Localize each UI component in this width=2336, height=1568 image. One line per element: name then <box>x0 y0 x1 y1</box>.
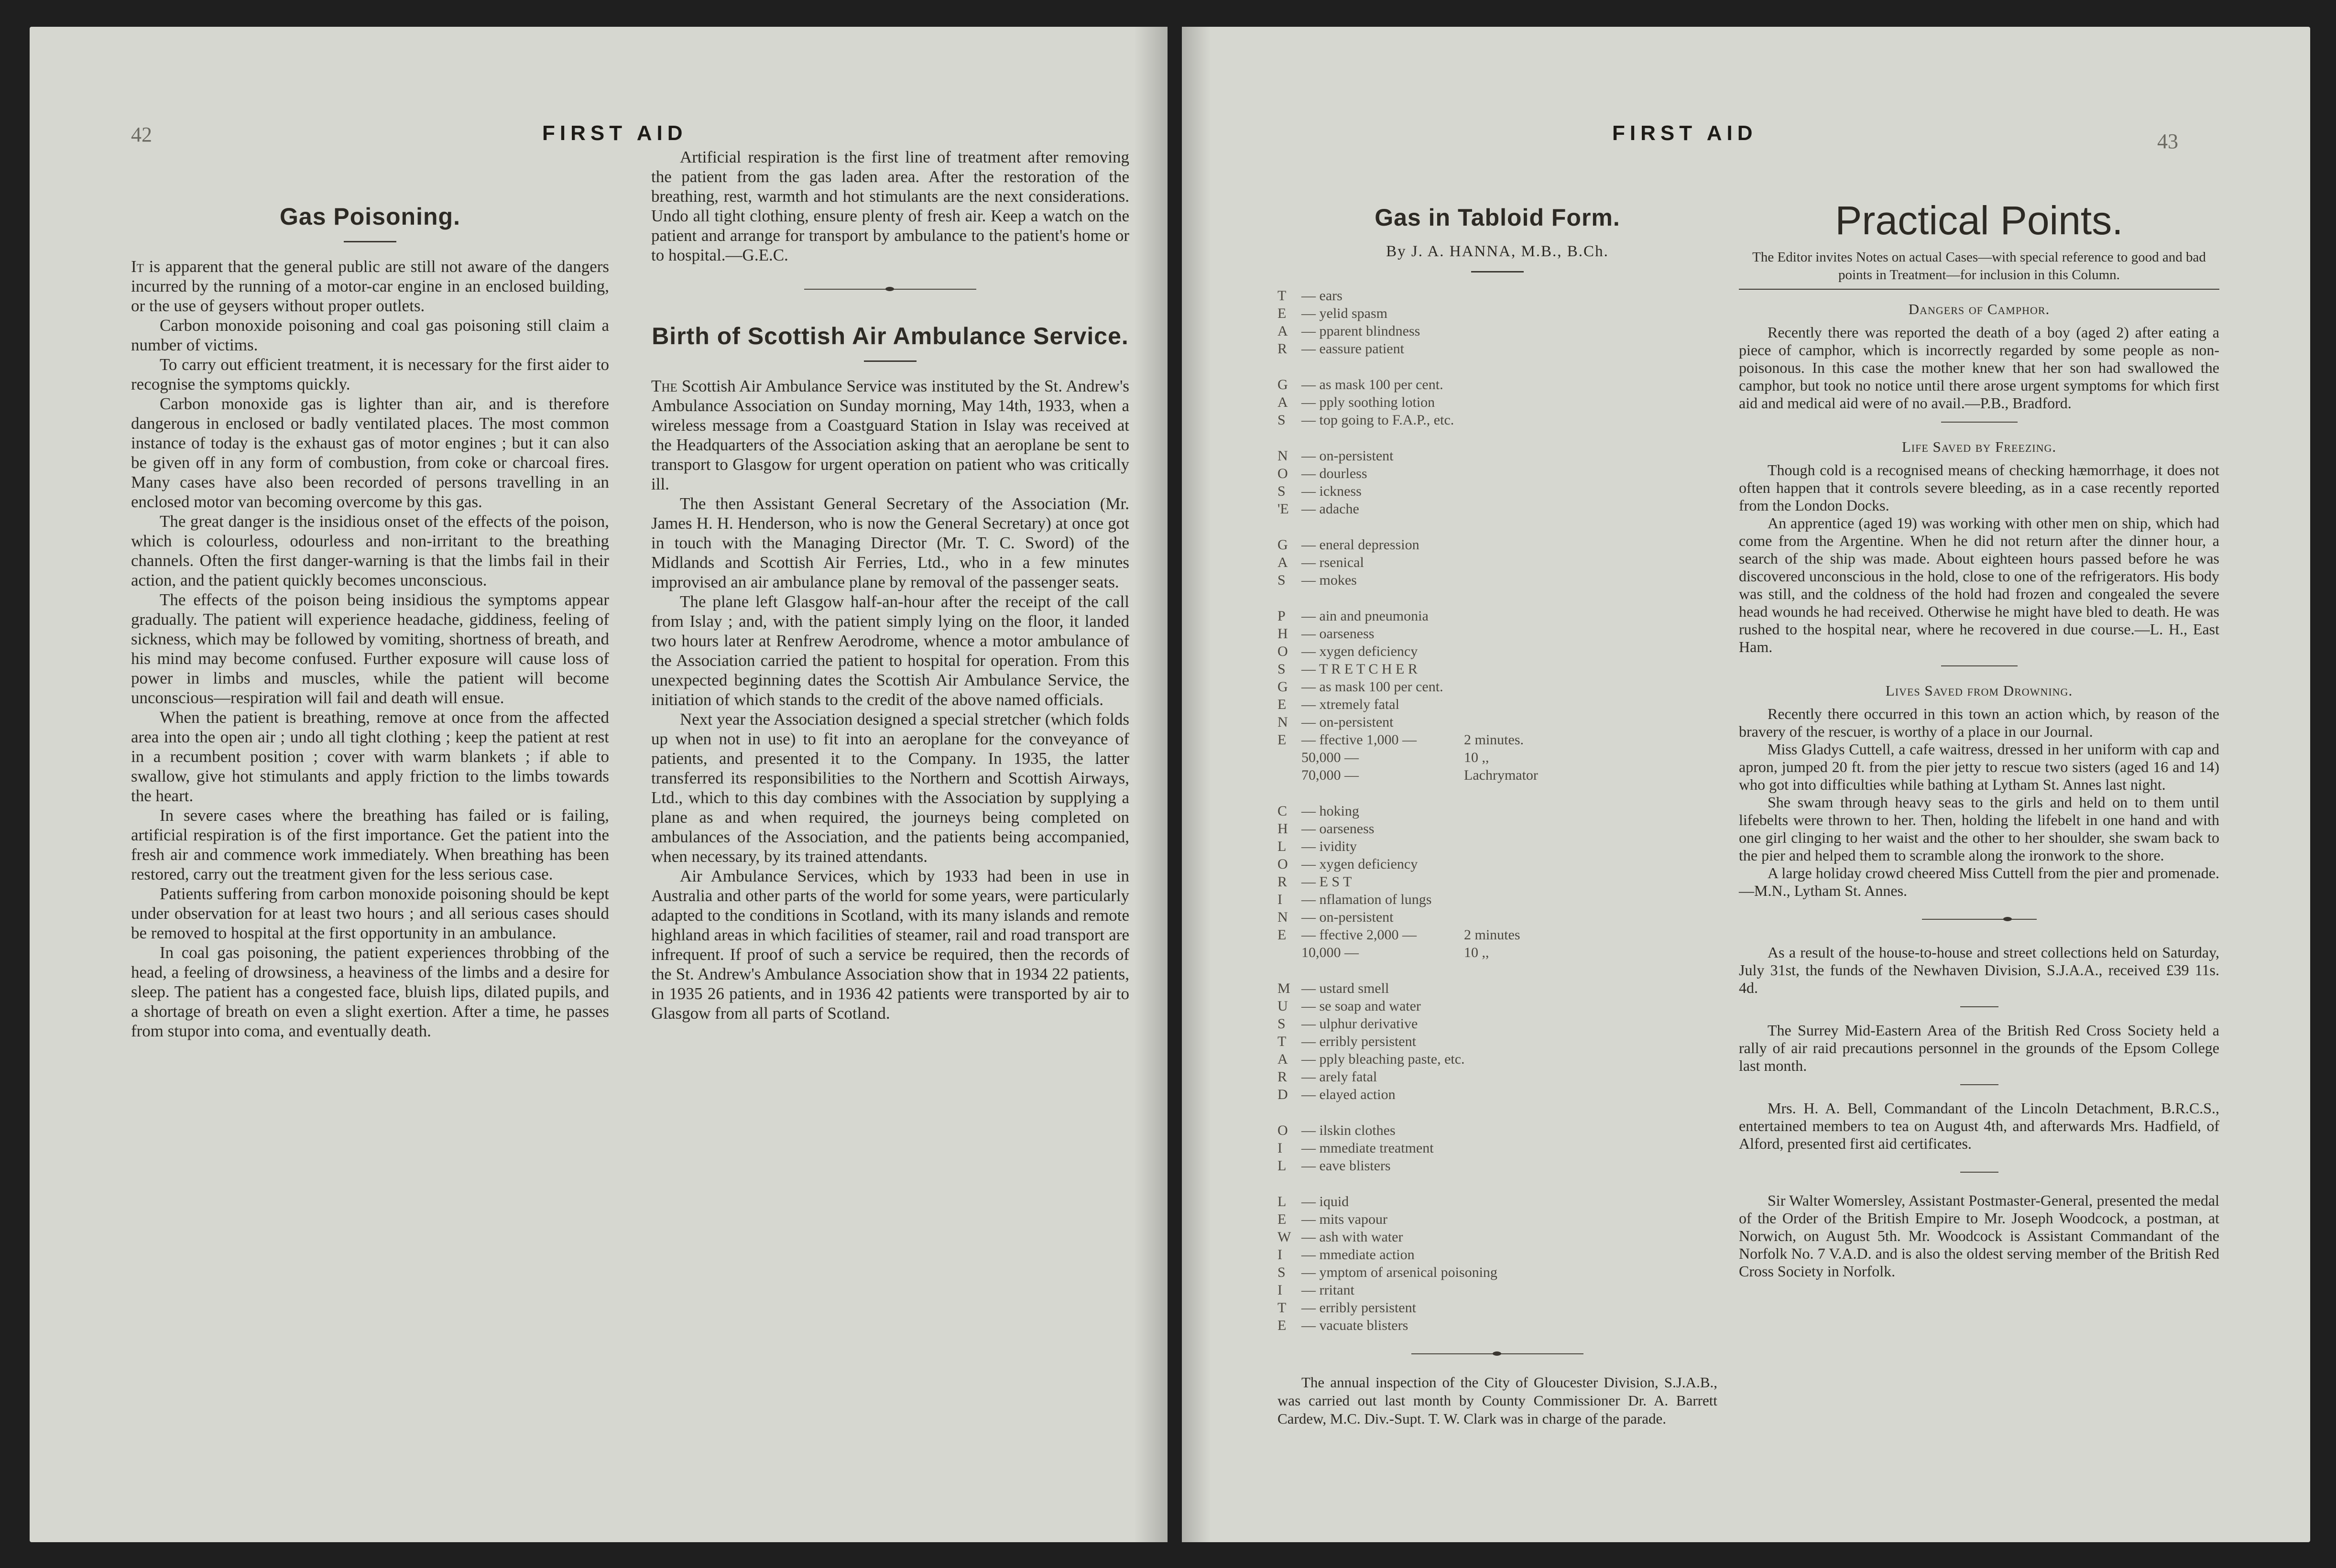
acrostic-line: E — yelid spasm <box>1277 305 1387 321</box>
article-paragraph: Miss Gladys Cuttell, a cafe waitress, dressed in her uniform with cap and apron, jumped 20 ft. from the pier jetty to rescue two sisters (aged 16 and 14) who got into difficulties while bathing at Lytham St. Annes last night. <box>1739 740 2219 793</box>
acrostic-line: S — ickness <box>1277 483 1362 499</box>
acrostic-line: U — se soap and water <box>1277 998 1421 1014</box>
acrostic-line: C — hoking <box>1277 803 1359 819</box>
article-paragraph: Air Ambulance Services, which by 1933 had been in use in Australia and other parts of the world for some years, were particularly adapted to the conditions in Scotland, with its many islands and remote highland areas in which facilities of steamer, rail and road transport are infrequent. If proof of such a service be required, then the records of the St. Andrew's Ambulance Association show that in 1934 22 patients, in 1935 26 patients, and in 1936 42 patients were transported by air to Glasgow from all parts of Scotland. <box>651 867 1129 1023</box>
article-title: Gas in Tabloid Form. <box>1375 204 1620 231</box>
left-page <box>30 27 1168 1542</box>
article-paragraph: Recently there was reported the death of a boy (aged 2) after eating a piece of camphor, which is incorrectly regarded by some people as non-poisonous. In this case the mother knew that her son had swallowed the camphor, but took no notice until there arose urgent symptoms for which first aid and medical aid were of no avail.—P.B., Bradford. <box>1739 324 2219 412</box>
acrostic-line: O — dourless <box>1277 466 1367 481</box>
acrostic-line: 'E — adache <box>1277 501 1359 517</box>
left-column-two <box>651 147 1129 1023</box>
acrostic-line: E — vacuate blisters <box>1277 1318 1408 1333</box>
acrostic-line: A — pparent blindness <box>1277 323 1420 339</box>
acrostic-line: 10,000 — 10 ,, <box>1301 945 1489 960</box>
intro-rule <box>1739 289 2219 290</box>
acrostic-list <box>1277 287 1717 1334</box>
column-intro: The Editor invites Notes on actual Cases—with special reference to good and bad points in Treatment—for inclusion in this Column. <box>1752 250 2206 283</box>
acrostic-group <box>1277 980 1717 1103</box>
article-title: Birth of Scottish Air Ambulance Service. <box>652 323 1129 349</box>
acrostic-line: T — erribly persistent <box>1277 1300 1416 1316</box>
acrostic-group <box>1277 1193 1717 1334</box>
running-head: FIRST AID <box>542 121 688 145</box>
acrostic-line: I — mmediate action <box>1277 1247 1415 1263</box>
acrostic-line: O — xygen deficiency <box>1277 856 1418 872</box>
article-paragraph: The Scottish Air Ambulance Service was instituted by the St. Andrew's Ambulance Association on Sunday morning, May 14th, 1933, when a wireless message from a Coastguard Station in Islay was received at the Headquarters of the Association asking that an aeroplane be sent to transport to Glasgow for urgent operation on patient who was critically ill. <box>651 377 1129 493</box>
section-heading: Dangers of Camphor. <box>1908 301 2050 317</box>
acrostic-line: S — T R E T C H E R <box>1277 661 1418 677</box>
article-paragraph: The plane left Glasgow half-an-hour after the receipt of the call from Islay ; and, with the patient simply lying on the floor, it landed two hours later at Renfrew Aerodrome, whence a motor ambulance of the Association carried the patient to hospital for operation. From this unexpected beginning dates the Scottish Air Ambulance Service, the initiation of which stands to the credit of the above named officials. <box>651 592 1129 709</box>
acrostic-line: I — mmediate treatment <box>1277 1140 1434 1156</box>
article-paragraph: In coal gas poisoning, the patient experiences throbbing of the head, a feeling of drowsiness, a heaviness of the limbs and a desire for sleep. The patient has a congested face, bluish lips, dilated pupils, and a shortage of breath on even a slight exertion. After a time, he passes from stupor into coma, and eventually death. <box>131 943 609 1040</box>
article-paragraph: To carry out efficient treatment, it is necessary for the first aider to recognise the symptoms quickly. <box>131 355 609 393</box>
article-paragraph: Artificial respiration is the first line of treatment after removing the patient from the gas laden area. After the restoration of the breathing, rest, warmth and hot stimulants are the next considerations. Undo all tight clothing, ensure plenty of fresh air. Keep a watch on the patient and arrange for transport by ambulance to the patient's home or to hospital.—G.E.C. <box>651 148 1129 264</box>
title-rule <box>1471 271 1524 272</box>
section-divider <box>804 289 976 290</box>
short-rule <box>1941 422 2018 423</box>
short-rule <box>1941 665 2018 666</box>
article-paragraph: When the patient is breathing, remove at once from the affected area into the open air ; undo all tight clothing ; keep the patient at rest in a recumbent position ; cover with warm blankets ; if able to swallow, give hot stimulants and apply friction to the limbs towards the heart. <box>131 708 609 805</box>
acrostic-group <box>1277 607 1717 784</box>
article-paragraph: The effects of the poison being insidious the symptoms appear gradually. The patient will experience headache, giddiness, feeling of sickness, which may be followed by vomiting, shortness of breath, and his mind may become confused. Further exposure will cause loss of power in limbs and muscles, while the patient will become unconscious—respiration will fail and death will ensue. <box>131 590 609 707</box>
article-paragraph: Mrs. H. A. Bell, Commandant of the Lincoln Detachment, B.R.C.S., entertained members to tea on August 4th, and afterwards Mrs. Hadfield, of Alford, presented first aid certificates. <box>1739 1100 2219 1152</box>
column-title: Practical Points. <box>1835 198 2123 243</box>
acrostic-group <box>1277 802 1717 961</box>
article-paragraph: A large holiday crowd cheered Miss Cuttell from the pier and promenade.—M.N., Lytham St. Annes. <box>1739 864 2219 899</box>
article-paragraph: She swam through heavy seas to the girls and held on to them until lifebelts were thrown to her. Then, holding the lifebelt in one hand and with one girl clinging to her waist and the other to her shoulder, she swam back to the pier and helped them to scramble along the ironwork to the shore. <box>1739 794 2219 864</box>
acrostic-line: G — as mask 100 per cent. <box>1277 679 1443 695</box>
acrostic-line: P — ain and pneumonia <box>1277 608 1429 624</box>
article-paragraph: It is apparent that the general public are still not aware of the dangers incurred by the running of a motor-car engine in an enclosed building, or the use of geysers without proper outlets. <box>131 257 610 315</box>
acrostic-line: L — ividity <box>1277 838 1357 854</box>
acrostic-line: E — mits vapour <box>1277 1211 1387 1227</box>
short-rule <box>1960 1172 1998 1173</box>
acrostic-line: H — oarseness <box>1277 821 1375 837</box>
page-number: 42 <box>131 123 152 146</box>
acrostic-group <box>1277 287 1717 358</box>
running-head: FIRST AID <box>1612 121 1757 145</box>
gloucester-note: The annual inspection of the City of Gloucester Division, S.J.A.B., was carried out last month by County Commissioner Dr. A. Barrett Cardew, M.C. Div.-Supt. T. W. Clark was in charge of the parade. <box>1277 1374 1717 1427</box>
article-paragraph: As a result of the house-to-house and street collections held on Saturday, July 31st, the funds of the Newhaven Division, S.J.A.A., received £39 11s. 4d. <box>1739 944 2219 996</box>
lead-word: The <box>651 377 677 395</box>
acrostic-line: 70,000 — Lachrymator <box>1301 767 1538 783</box>
acrostic-line: M — ustard smell <box>1277 980 1389 996</box>
acrostic-line: D — elayed action <box>1277 1087 1396 1102</box>
acrostic-line: R — eassure patient <box>1277 341 1404 357</box>
lead-word: It <box>131 257 144 276</box>
acrostic-line: S — mokes <box>1277 572 1357 588</box>
article-paragraph: Carbon monoxide gas is lighter than air, and is therefore dangerous in enclosed or badly ventilated places. The most common instance of today is the exhaust gas of motor engines ; but it can also be given off in any form of combustion, from coke or charcoal fires. Many cases have also been recorded of persons travelling in an enclosed motor van becoming overcome by this gas. <box>131 394 609 511</box>
acrostic-group <box>1277 536 1717 589</box>
acrostic-line: 50,000 — 10 ,, <box>1301 750 1489 765</box>
article-paragraph: Recently there occurred in this town an action which, by reason of the bravery of the rescuer, is worthy of a place in our Journal. <box>1739 705 2219 740</box>
acrostic-line: S — top going to F.A.P., etc. <box>1277 412 1454 428</box>
title-rule <box>864 360 917 362</box>
acrostic-line: S — ymptom of arsenical poisoning <box>1277 1264 1497 1280</box>
section-divider <box>1411 1353 1583 1354</box>
gutter-shadow <box>1134 27 1168 1542</box>
right-page <box>1182 27 2310 1542</box>
section-heading: Lives Saved from Drowning. <box>1885 682 2073 699</box>
acrostic-line: T — ears <box>1277 288 1343 304</box>
article-title: Gas Poisoning. <box>280 203 460 230</box>
acrostic-line: W — ash with water <box>1277 1229 1403 1245</box>
acrostic-line: A — pply bleaching paste, etc. <box>1277 1051 1465 1067</box>
practical-points-column <box>1739 199 2219 1280</box>
acrostic-line: E — xtremely fatal <box>1277 697 1399 712</box>
title-rule <box>344 241 396 242</box>
short-rule <box>1960 1006 1998 1007</box>
acrostic-line: T — erribly persistent <box>1277 1034 1416 1049</box>
acrostic-line: A — pply soothing lotion <box>1277 394 1435 410</box>
gas-poisoning-article <box>131 204 609 1041</box>
acrostic-line: G — eneral depression <box>1277 537 1419 553</box>
acrostic-group <box>1277 376 1717 429</box>
article-paragraph: In severe cases where the breathing has failed or is failing, artificial respiration is of the first importance. Get the patient into the fresh air and commence work immediately. When breathing has been restored, carry out the treatment given for the less serious case. <box>131 806 609 883</box>
article-paragraph: Though cold is a recognised means of checking hæmorrhage, it does not often happen that it controls severe bleeding, as in a case recently reported from the London Docks. <box>1739 461 2219 514</box>
article-paragraph: The great danger is the insidious onset of the effects of the poison, which is colourless, odourless and non-irritant to the breathing channels. Often the first danger-warning is that the limbs fail in their action, and the patient quickly becomes unconscious. <box>131 512 609 589</box>
acrostic-line: I — nflamation of lungs <box>1277 892 1432 907</box>
acrostic-group <box>1277 1122 1717 1175</box>
section-divider <box>1922 919 2037 920</box>
article-paragraph: Next year the Association designed a special stretcher (which folds up when not in use) to fit into an aeroplane for the conveyance of patients, and presented it to the Company. In 1935, the latter transferred its responsibilities to the Northern and Scottish Airways, Ltd., which to this day combines with the Association by supplying a plane as and when required, the journeys being completed on ambulances of the Association, and the patients being accompanied, when necessary, by its trained attendants. <box>651 710 1129 866</box>
article-paragraph: The Surrey Mid-Eastern Area of the British Red Cross Society held a rally of air raid precautions personnel in the grounds of the Epsom College last month. <box>1739 1022 2219 1074</box>
article-paragraph: Sir Walter Womersley, Assistant Postmaster-General, presented the medal of the Order of the British Empire to Mr. Joseph Woodcock, a postman, at Norwich, on August 5th. Mr. Woodcock is Assistant Commandant of the Norfolk No. 7 V.A.D. and is also the oldest serving member of the British Red Cross Society in Norfolk. <box>1739 1192 2219 1280</box>
article-paragraph: An apprentice (aged 19) was working with other men on ship, which had come from the Argentine. When he did not return after the dinner hour, a search of the ship was made. About eighteen hours passed before he was discovered unconscious in the hold, close to one of the refrigerators. His body was still, and the coldness of the hold had frozen and congealed the severe head wounds he had received. Otherwise he might have bled to death. He was rushed to the hospital near, where he recovered in due course.—L. H., East Ham. <box>1739 514 2219 655</box>
acrostic-line: R — arely fatal <box>1277 1069 1377 1085</box>
acrostic-line: N — on-persistent <box>1277 448 1394 464</box>
acrostic-line: S — ulphur derivative <box>1277 1016 1418 1032</box>
article-paragraph: The then Assistant General Secretary of the Association (Mr. James H. H. Henderson, who is now the General Secretary) at once got in touch with the Managing Director (Mr. T. C. Sword) of the Midlands and Scottish Air Ferries, Ltd., who in a few minutes improvised an air ambulance plane by removal of the passenger seats. <box>651 494 1129 591</box>
section-heading: Life Saved by Freezing. <box>1901 438 2057 455</box>
acrostic-group <box>1277 447 1717 518</box>
acrostic-line: R — E S T <box>1277 874 1352 890</box>
page-number: 43 <box>2157 130 2178 153</box>
acrostic-line: I — rritant <box>1277 1282 1354 1298</box>
short-rule <box>1960 1084 1998 1085</box>
acrostic-line: N — on-persistent <box>1277 714 1394 730</box>
byline: By J. A. HANNA, M.B., B.Ch. <box>1386 243 1609 260</box>
acrostic-line: O — xygen deficiency <box>1277 643 1418 659</box>
acrostic-line: L — eave blisters <box>1277 1158 1391 1174</box>
acrostic-line: E — ffective 1,000 — 2 minutes. <box>1277 732 1524 748</box>
acrostic-line: E — ffective 2,000 — 2 minutes <box>1277 927 1520 943</box>
acrostic-line: L — iquid <box>1277 1194 1349 1209</box>
gas-tabloid-article <box>1277 205 1717 1428</box>
acrostic-line: A — rsenical <box>1277 555 1364 570</box>
acrostic-line: G — as mask 100 per cent. <box>1277 377 1443 392</box>
acrostic-line: N — on-persistent <box>1277 909 1394 925</box>
acrostic-line: O — ilskin clothes <box>1277 1122 1396 1138</box>
article-paragraph: Patients suffering from carbon monoxide poisoning should be kept under observation for at least two hours ; and all serious cases should be removed to hospital at the first opportunity in an ambulance. <box>131 884 609 942</box>
article-paragraph: Carbon monoxide poisoning and coal gas poisoning still claim a number of victims. <box>131 316 609 354</box>
acrostic-line: H — oarseness <box>1277 626 1375 642</box>
gutter-shadow <box>1182 27 1211 1542</box>
